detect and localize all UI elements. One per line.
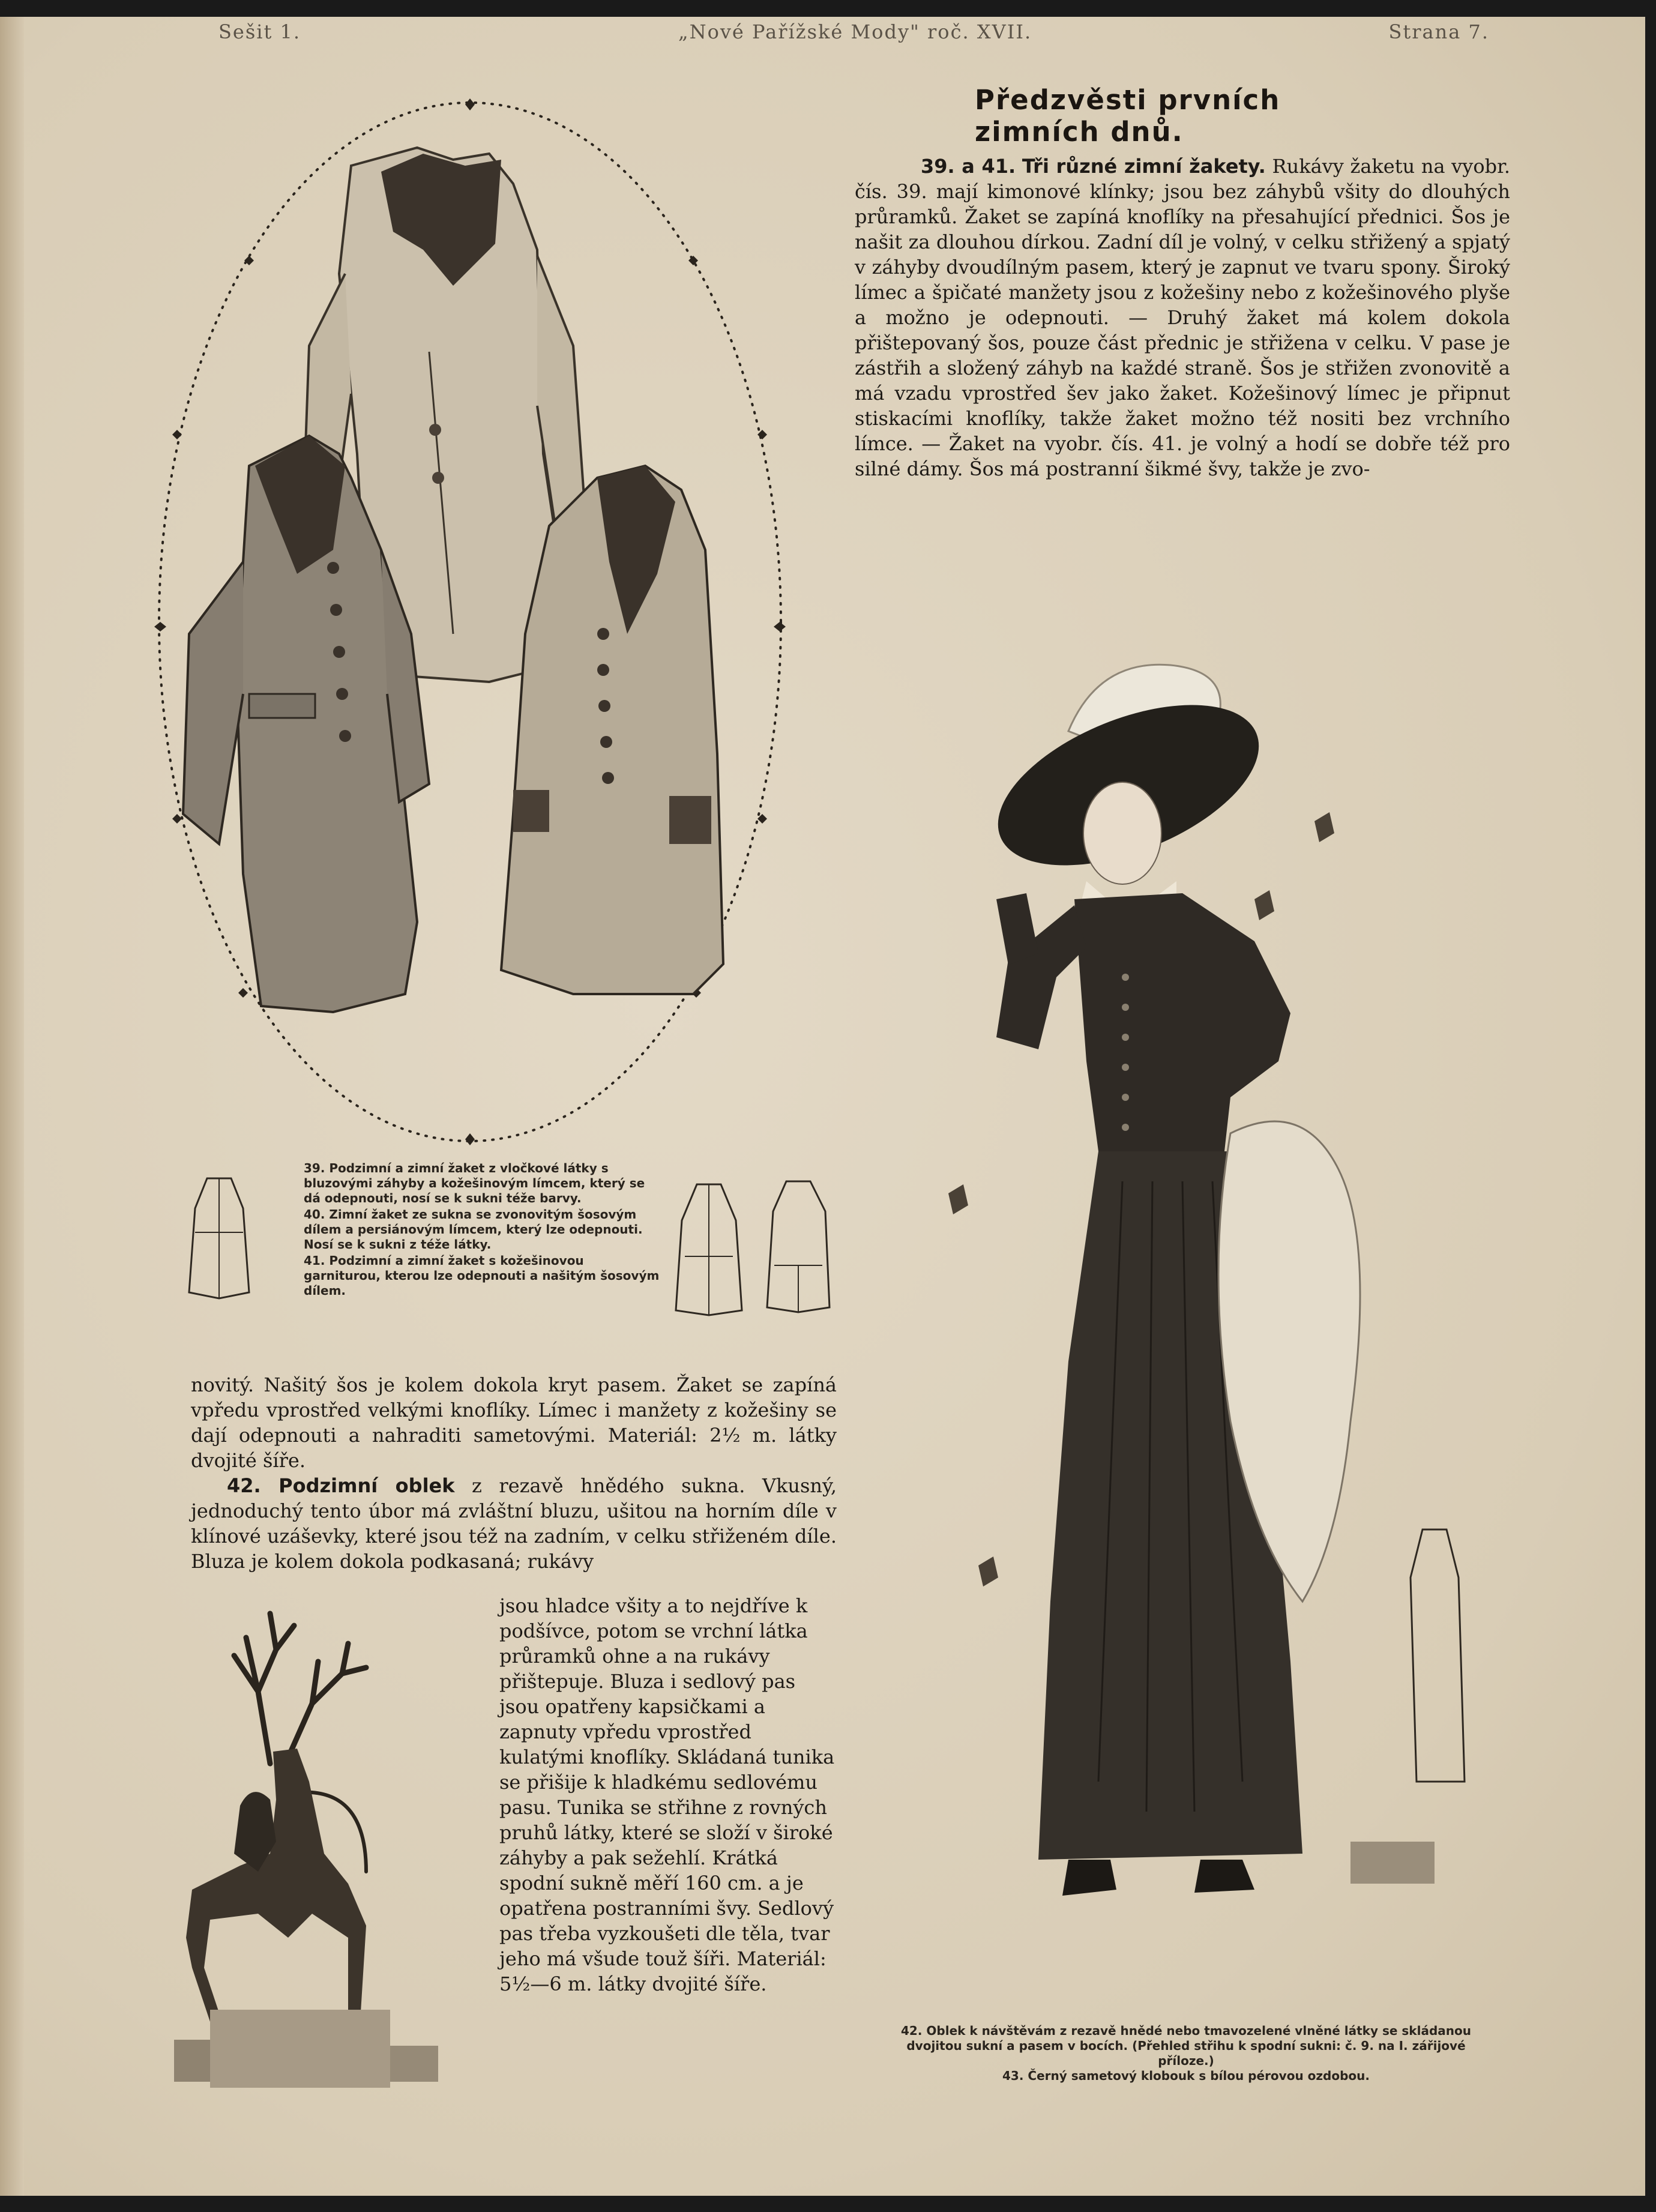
jackets-oval-illustration xyxy=(153,94,801,1150)
header-magazine-title: „Nové Pařížské Mody" roč. XVII. xyxy=(678,20,1032,43)
text-column-right xyxy=(855,154,1510,481)
caption-40: 40. Zimní žaket ze sukna se zvonovitým šosovým dílem a persiánovým límcem, který lze odepnouti. Nosí se k sukni z téže látky. xyxy=(304,1207,643,1252)
jacket-sketch-41-back xyxy=(762,1175,834,1319)
paragraph-body: z rezavě hnědého sukna. Vkusný, jednoduchý tento úbor má zvláštní bluzu, ušitou na horním díle v klínové uzáševky, které jsou též na zadním, v celku střiženém díle. Bluza je kolem dokola podkasaná; rukávy xyxy=(191,1474,837,1573)
paragraph-heading: 42. Podzimní oblek xyxy=(227,1474,455,1497)
paragraph-heading: Tři různé zimní žakety. xyxy=(1022,155,1266,178)
magazine-page xyxy=(0,17,1645,2196)
caption-41: 41. Podzimní a zimní žaket s kožešinovou garniturou, kterou lze odepnouti a našitým šosovým dílem. xyxy=(304,1253,660,1298)
text-column-narrow xyxy=(499,1593,837,1997)
caption-42: 42. Oblek k návštěvám z rezavě hnědé nebo tmavozelené vlněné látky se skládanou dvojitou sukní a pasem v bocích. (Přehled střihu k spodní sukni: č. 9. na I. zářijové příloze.) xyxy=(901,2024,1471,2068)
jacket-sketch-39-back xyxy=(183,1172,255,1316)
caption-jackets xyxy=(304,1161,664,1300)
article-title: Předzvěsti prvních zimních dnů. xyxy=(975,84,1281,148)
paragraph-suit xyxy=(191,1473,837,1574)
paragraph-suit-continued: jsou hladce všity a to nejdříve k podšívce, potom se vrchní látka průramků ohne a na rukávy přištepuje. Bluza i sedlový pas jsou opatřeny kapsičkami a zapnuty vpředu vprostřed kulatými knoflíky. Skládaná tunika se přišije k hladkému sedlovému pasu. Tunika se střihne z rovných pruhů látky, které se složí v široké záhyby a pak sežehlí. Krátká spodní sukně měří 160 cm. a je opatřena postranními švy. Sedlový pas třeba vyzkoušeti dle těla, tvar jeho má všude touž šíři. Materiál: 5½—6 m. látky dvojité šíře. xyxy=(499,1594,835,1995)
caption-suit xyxy=(892,2024,1480,2084)
paragraph-jackets xyxy=(855,154,1510,481)
woman-suit-illustration xyxy=(918,641,1471,1962)
paragraph-body: Rukávy žaketu na vyobr. čís. 39. mají kimonové klínky; jsou bez záhybů všity do dlouhých průramků. Žaket se zapíná knoflíky na přesahující přednici. Šos je našit za dlouhou dírkou. Zadní díl je volný, v celku střižený a spjatý v záhyby dvoudílným pasem, který je zapnut ve tvaru spony. Široký límec a špičaté manžety jsou z kožešiny nebo z kožešinového plyše a možno je odepnouti. — Druhý žaket má kolem dokola přištepovaný šos, pouze část přednic je střižena v celku. V pase je zástřih a složený záhyb na každé straně. Šos je střižen zvonovitě a má vzadu vprostřed šev jako žaket. Kožešinový límec je připnut stiskacími knoflíky, takže žaket možno též nositi bez vrchního límce. — Žaket na vyobr. čís. 41. je volný a hodí se dobře též pro silné dámy. Šos má postranní šikmé švy, takže je zvo- xyxy=(855,155,1511,480)
header-issue: Sešit 1. xyxy=(218,20,301,43)
text-column-left xyxy=(191,1372,837,1574)
paragraph-number: 39. a 41. xyxy=(921,155,1016,178)
caption-39: 39. Podzimní a zimní žaket z vločkové látky s bluzovými záhyby a kožešinovým límcem, který se dá odepnouti, nosí se k sukni téže barvy. xyxy=(304,1161,645,1205)
caption-43: 43. Černý sametový klobouk s bílou pérovou ozdobou. xyxy=(1002,2069,1370,2083)
jacket-sketch-40-back xyxy=(670,1178,748,1322)
page-binding-shadow xyxy=(0,17,24,2196)
header-page-number: Strana 7. xyxy=(1388,20,1489,43)
paragraph-jackets-continued: novitý. Našitý šos je kolem dokola kryt pasem. Žaket se zapíná vpředu vprostřed velkými knoflíky. Límec i manžety z kožešiny se dají odepnouti a nahraditi sametovými. Materiál: 2½ m. látky dvojité šíře. xyxy=(191,1373,837,1472)
deer-statue-illustration xyxy=(168,1602,456,2100)
